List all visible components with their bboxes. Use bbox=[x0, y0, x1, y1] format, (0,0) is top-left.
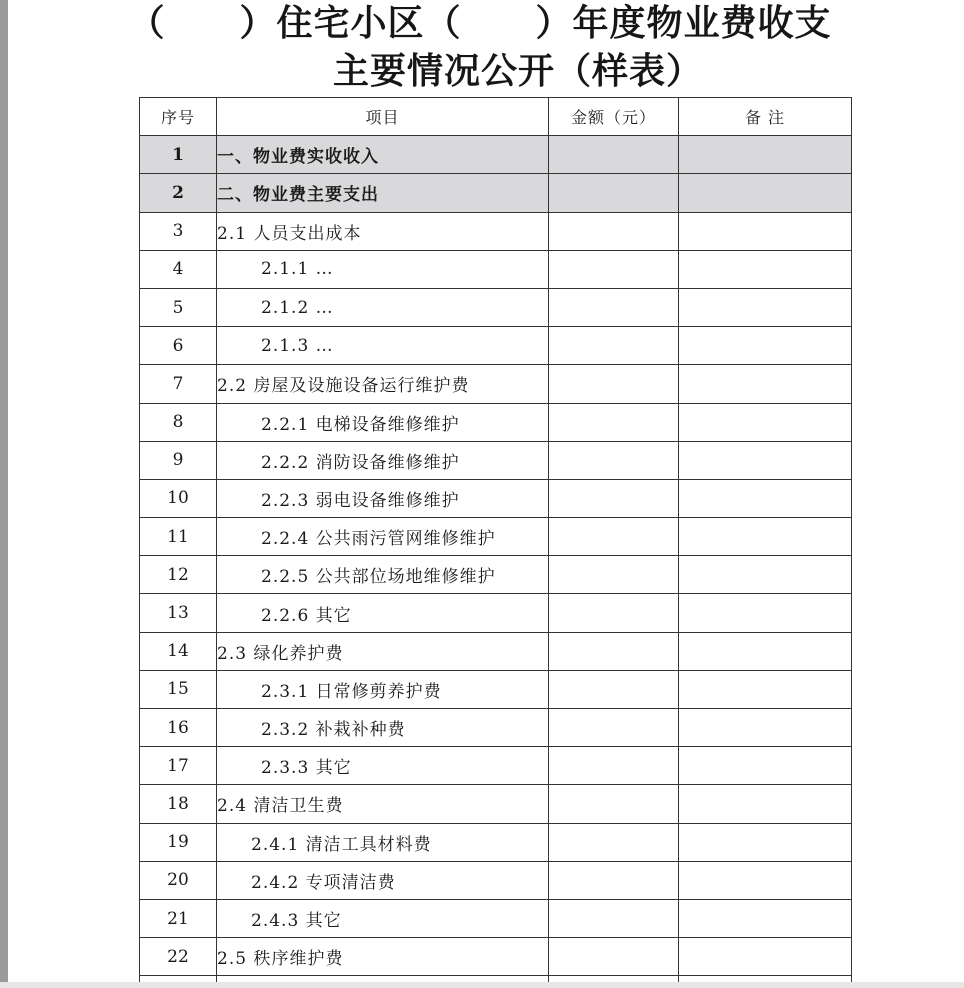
row-amount-cell bbox=[549, 403, 679, 441]
row-amount-cell bbox=[549, 632, 679, 670]
row-amount-cell bbox=[549, 747, 679, 785]
row-amount-cell bbox=[549, 785, 679, 823]
row-amount-cell bbox=[549, 861, 679, 899]
table-row-partial bbox=[140, 976, 852, 982]
row-item: 2.4 清洁卫生费 bbox=[217, 785, 549, 823]
row-remark-cell bbox=[679, 861, 852, 899]
scan-left-edge bbox=[0, 0, 8, 988]
row-item: 2.2.4 公共雨污管网维修维护 bbox=[217, 518, 549, 556]
row-index: 20 bbox=[140, 861, 217, 899]
row-index: 2 bbox=[140, 174, 217, 212]
row-index: 7 bbox=[140, 365, 217, 403]
row-remark-cell bbox=[679, 556, 852, 594]
row-amount-cell bbox=[549, 250, 679, 288]
header-remark: 备 注 bbox=[679, 98, 852, 136]
table-row bbox=[140, 479, 852, 517]
row-remark-cell bbox=[679, 479, 852, 517]
row-item: 2.4.1 清洁工具材料费 bbox=[217, 823, 549, 861]
row-remark-cell bbox=[679, 747, 852, 785]
row-amount-cell bbox=[549, 670, 679, 708]
row-item: 2.4.3 其它 bbox=[217, 899, 549, 937]
row-item: 2.2.1 电梯设备维修维护 bbox=[217, 403, 549, 441]
row-index: 9 bbox=[140, 441, 217, 479]
row-index: 6 bbox=[140, 327, 217, 365]
row-amount-cell bbox=[549, 365, 679, 403]
row-amount-cell bbox=[549, 479, 679, 517]
table-row bbox=[140, 938, 852, 976]
row-remark-cell bbox=[679, 709, 852, 747]
table-row bbox=[140, 709, 852, 747]
row-remark-cell bbox=[679, 938, 852, 976]
row-item: 2.5 秩序维护费 bbox=[217, 938, 549, 976]
row-index: 17 bbox=[140, 747, 217, 785]
row-index: 11 bbox=[140, 518, 217, 556]
row-remark-cell bbox=[679, 250, 852, 288]
row-item: 2.2.5 公共部位场地维修维护 bbox=[217, 556, 549, 594]
row-item: 2.2.2 消防设备维修维护 bbox=[217, 441, 549, 479]
row-remark-cell bbox=[679, 976, 852, 982]
header-amount: 金额（元） bbox=[549, 98, 679, 136]
row-index: 8 bbox=[140, 403, 217, 441]
row-index: 4 bbox=[140, 250, 217, 288]
row-item: 2.3 绿化养护费 bbox=[217, 632, 549, 670]
row-remark-cell bbox=[679, 441, 852, 479]
row-index: 5 bbox=[140, 288, 217, 326]
table-row bbox=[140, 518, 852, 556]
table-row bbox=[140, 212, 852, 250]
row-index: 10 bbox=[140, 479, 217, 517]
table-row bbox=[140, 785, 852, 823]
row-amount-cell bbox=[549, 136, 679, 174]
row-index: 1 bbox=[140, 136, 217, 174]
table-row bbox=[140, 403, 852, 441]
table-row bbox=[140, 365, 852, 403]
row-amount-cell bbox=[549, 556, 679, 594]
row-index bbox=[140, 976, 217, 982]
table-row bbox=[140, 861, 852, 899]
row-amount-cell bbox=[549, 976, 679, 982]
row-remark-cell bbox=[679, 594, 852, 632]
table-row bbox=[140, 632, 852, 670]
scan-bottom-edge bbox=[0, 982, 964, 988]
row-index: 16 bbox=[140, 709, 217, 747]
row-remark-cell bbox=[679, 518, 852, 556]
row-amount-cell bbox=[549, 327, 679, 365]
table-row bbox=[140, 747, 852, 785]
table-row bbox=[140, 250, 852, 288]
row-item: 二、物业费主要支出 bbox=[217, 174, 549, 212]
table-row bbox=[140, 594, 852, 632]
row-remark-cell bbox=[679, 136, 852, 174]
document-page bbox=[8, 0, 964, 982]
table-header-row bbox=[140, 98, 852, 136]
row-amount-cell bbox=[549, 174, 679, 212]
row-index: 13 bbox=[140, 594, 217, 632]
table-row bbox=[140, 441, 852, 479]
row-remark-cell bbox=[679, 823, 852, 861]
row-remark-cell bbox=[679, 365, 852, 403]
table-row bbox=[140, 288, 852, 326]
row-remark-cell bbox=[679, 288, 852, 326]
row-index: 15 bbox=[140, 670, 217, 708]
row-amount-cell bbox=[549, 212, 679, 250]
row-amount-cell bbox=[549, 823, 679, 861]
row-amount-cell bbox=[549, 441, 679, 479]
row-item: 2.3.2 补栽补种费 bbox=[217, 709, 549, 747]
row-item: 2.1.2 … bbox=[217, 288, 549, 326]
row-index: 19 bbox=[140, 823, 217, 861]
table-row bbox=[140, 327, 852, 365]
row-amount-cell bbox=[549, 594, 679, 632]
property-fee-table bbox=[139, 97, 852, 982]
row-remark-cell bbox=[679, 174, 852, 212]
row-amount-cell bbox=[549, 938, 679, 976]
row-item: 2.1.3 … bbox=[217, 327, 549, 365]
row-remark-cell bbox=[679, 632, 852, 670]
row-item: 2.2.3 弱电设备维修维护 bbox=[217, 479, 549, 517]
row-item: 2.2.6 其它 bbox=[217, 594, 549, 632]
row-index: 3 bbox=[140, 212, 217, 250]
row-item bbox=[217, 976, 549, 982]
row-item: 2.2 房屋及设施设备运行维护费 bbox=[217, 365, 549, 403]
header-index: 序号 bbox=[140, 98, 217, 136]
row-item: 2.3.3 其它 bbox=[217, 747, 549, 785]
row-index: 18 bbox=[140, 785, 217, 823]
row-remark-cell bbox=[679, 785, 852, 823]
row-item: 2.1 人员支出成本 bbox=[217, 212, 549, 250]
row-index: 22 bbox=[140, 938, 217, 976]
row-remark-cell bbox=[679, 212, 852, 250]
row-amount-cell bbox=[549, 288, 679, 326]
row-index: 12 bbox=[140, 556, 217, 594]
row-index: 21 bbox=[140, 899, 217, 937]
row-item: 2.3.1 日常修剪养护费 bbox=[217, 670, 549, 708]
row-item: 一、物业费实收收入 bbox=[217, 136, 549, 174]
row-item: 2.1.1 … bbox=[217, 250, 549, 288]
header-item: 项目 bbox=[217, 98, 549, 136]
table-row bbox=[140, 823, 852, 861]
row-remark-cell bbox=[679, 670, 852, 708]
row-amount-cell bbox=[549, 709, 679, 747]
row-remark-cell bbox=[679, 403, 852, 441]
row-remark-cell bbox=[679, 327, 852, 365]
row-index: 14 bbox=[140, 632, 217, 670]
row-amount-cell bbox=[549, 899, 679, 937]
table-row bbox=[140, 899, 852, 937]
row-amount-cell bbox=[549, 518, 679, 556]
table-row bbox=[140, 174, 852, 212]
table-row bbox=[140, 136, 852, 174]
document-title-line-2: 主要情况公开（样表） bbox=[332, 51, 703, 92]
row-item: 2.4.2 专项清洁费 bbox=[217, 861, 549, 899]
table-row bbox=[140, 670, 852, 708]
document-title-line-1: （ ）住宅小区（ ）年度物业费收支 bbox=[128, 3, 832, 44]
table-row bbox=[140, 556, 852, 594]
row-remark-cell bbox=[679, 899, 852, 937]
